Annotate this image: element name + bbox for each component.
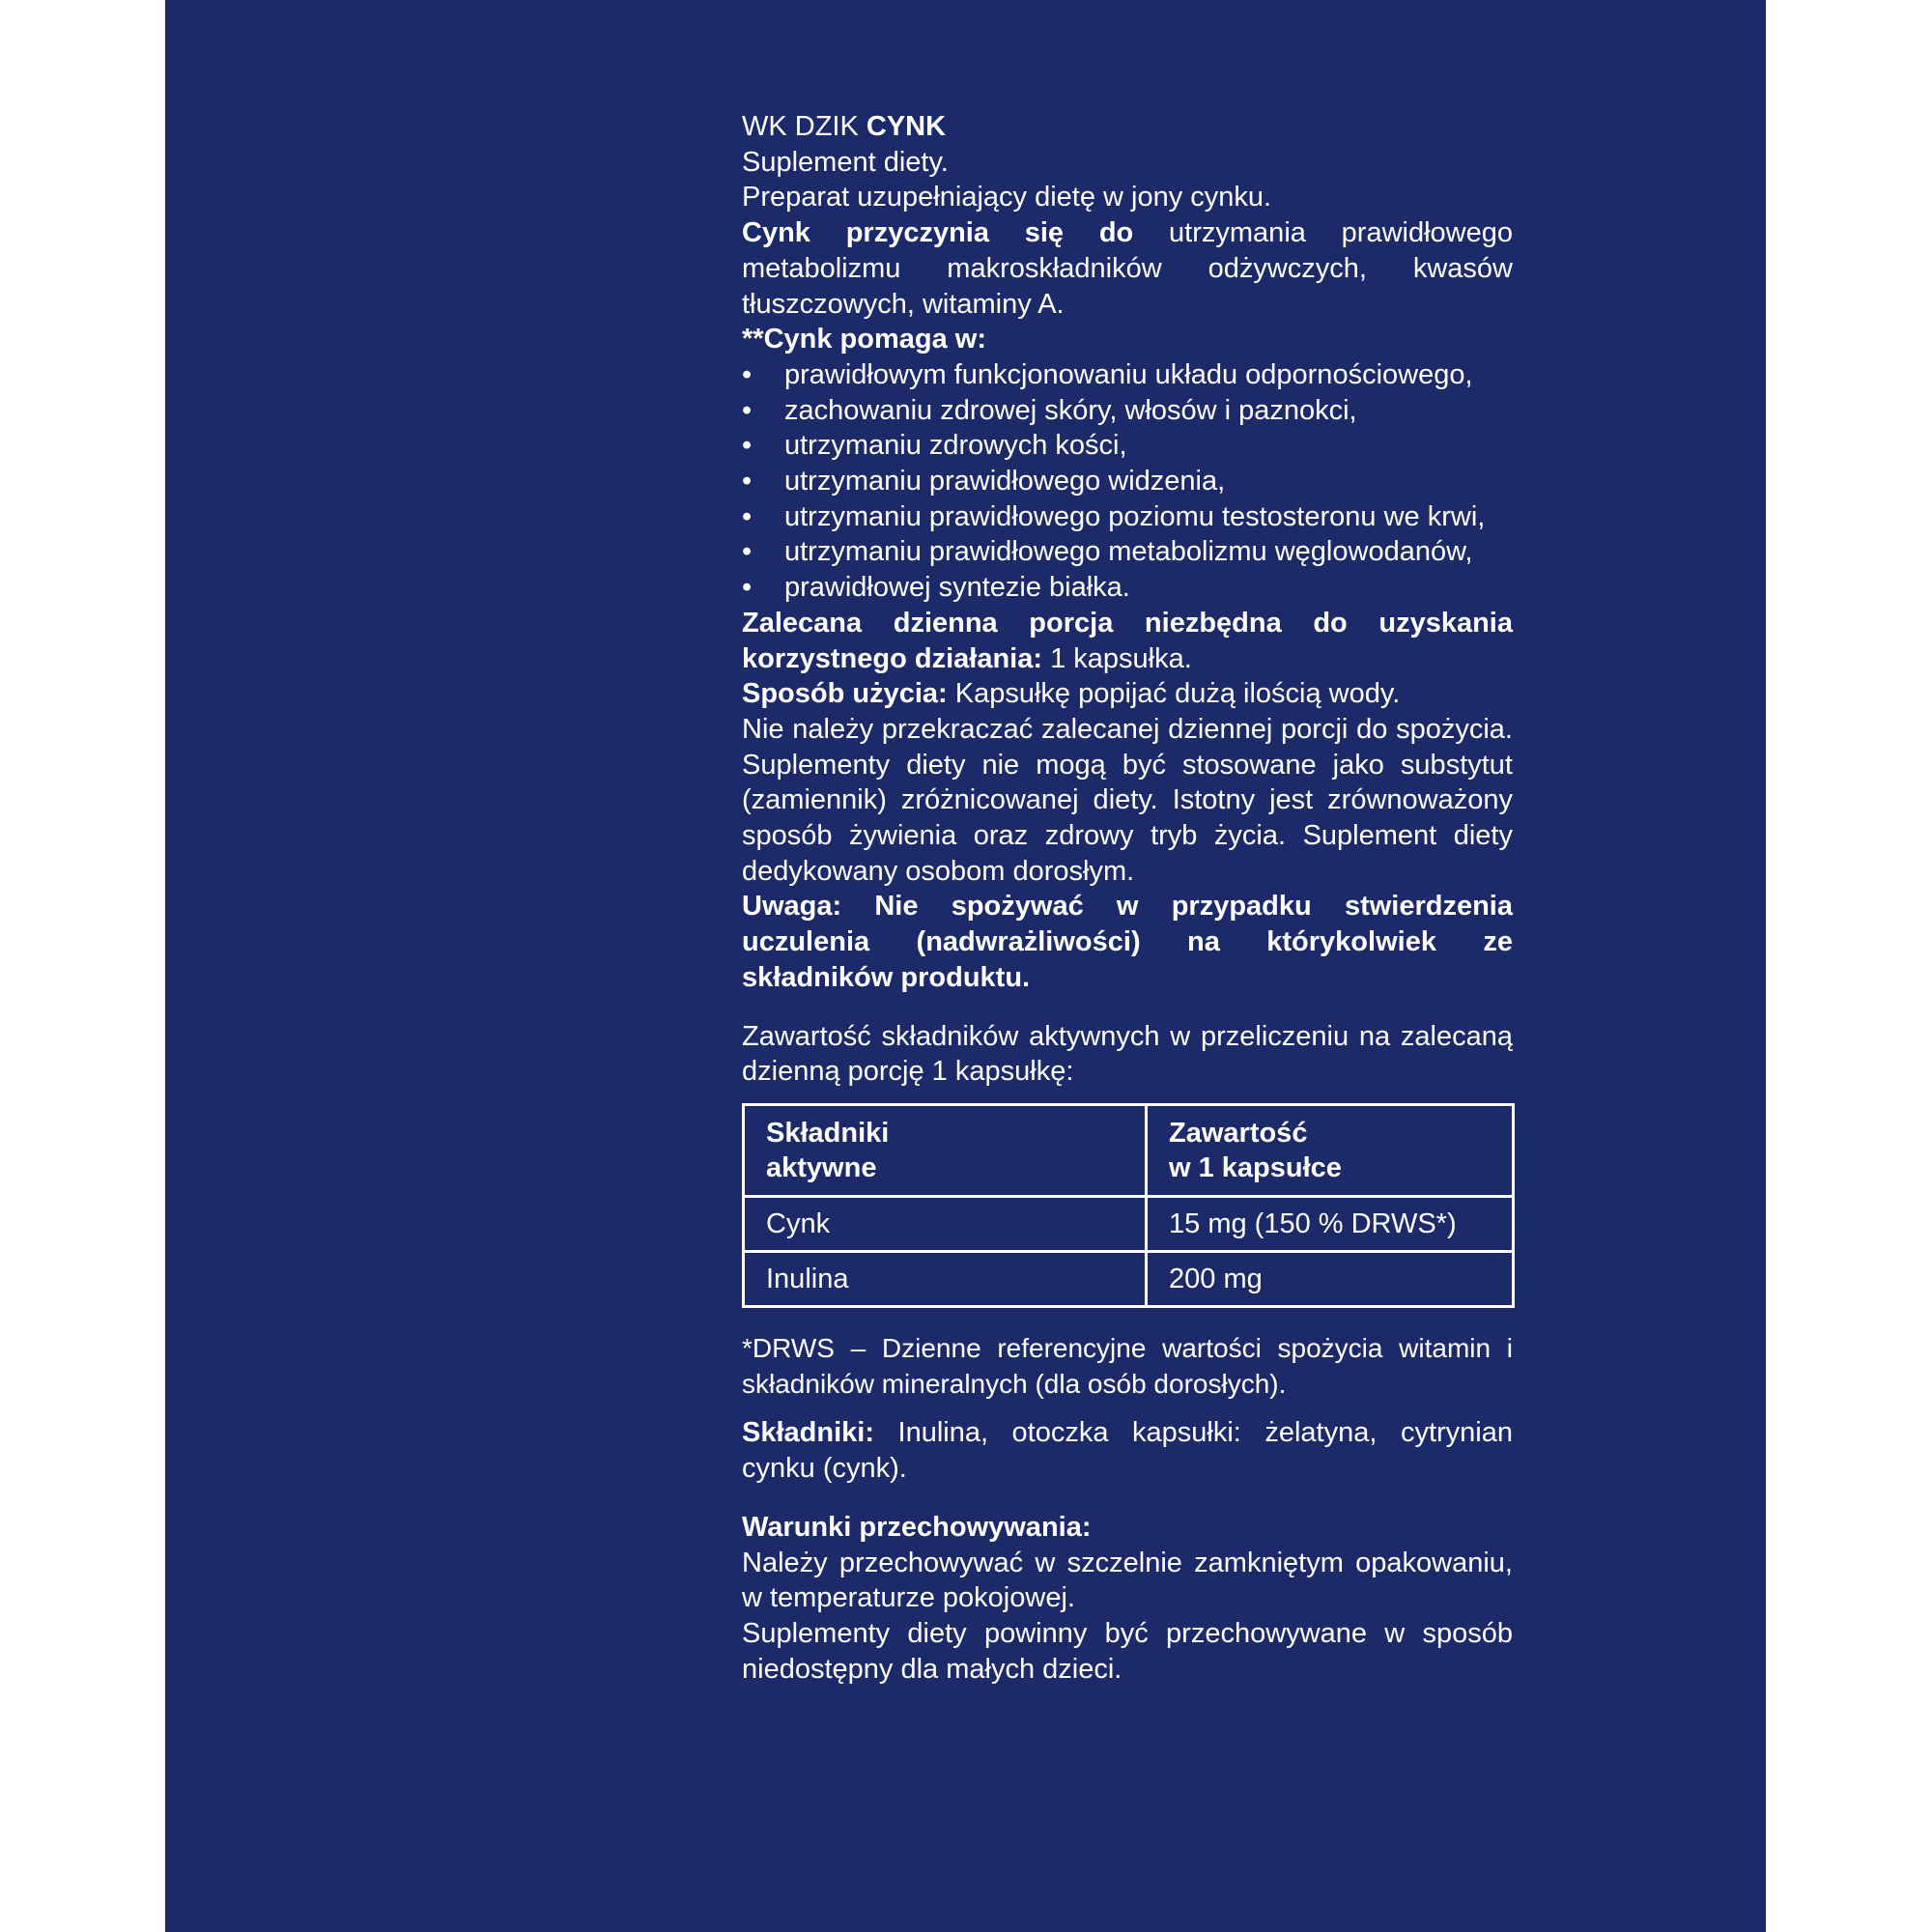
- dosage-rest: 1 kapsułka.: [1042, 642, 1192, 674]
- bullet-icon: •: [742, 394, 753, 426]
- dosage-bold: Zalecana dzienna porcja niezbędna do uzyskania korzystnego działania:: [742, 607, 1513, 674]
- health-claim: [742, 215, 1513, 322]
- usage-rest: Kapsułkę popijać dużą ilością wody.: [947, 678, 1401, 710]
- content-intro: Zawartość składników aktywnych w przeliczeniu na zalecaną dzienną porcję 1 kapsułkę:: [742, 1020, 1513, 1088]
- table-row: [744, 1251, 1514, 1306]
- table-row: [744, 1196, 1514, 1251]
- table-cell: Inulina: [744, 1251, 1147, 1306]
- list-item-text: prawidłowej syntezie białka.: [784, 572, 1130, 604]
- header-text: w 1 kapsułce: [1169, 1151, 1342, 1183]
- list-item: [742, 357, 1513, 393]
- health-claim-rest: utrzymania prawidłowego metabolizmu makroskładników odżywczych, kwasów tłuszczowych, witaminy A.: [742, 217, 1513, 320]
- ingredients-table: [742, 1103, 1515, 1308]
- bullet-icon: •: [742, 536, 753, 568]
- label-panel: [165, 0, 1766, 1932]
- benefits-list: [742, 357, 1513, 606]
- list-item: [742, 570, 1513, 606]
- list-item-text: utrzymaniu prawidłowego poziomu testosteronu we krwi,: [784, 500, 1486, 532]
- usage-bold: Sposób użycia:: [742, 678, 948, 710]
- list-item: [742, 534, 1513, 570]
- list-item-text: prawidłowym funkcjonowaniu układu odpornościowego,: [784, 358, 1473, 390]
- list-item-text: utrzymaniu zdrowych kości,: [784, 430, 1127, 462]
- bullet-icon: •: [742, 572, 753, 604]
- spacer: [742, 1487, 1513, 1510]
- storage-heading: Warunki przechowywania:: [742, 1511, 1092, 1543]
- list-item: [742, 499, 1513, 535]
- header-text: aktywne: [766, 1151, 877, 1183]
- bullet-icon: •: [742, 466, 753, 497]
- table-cell: 200 mg: [1147, 1251, 1514, 1306]
- storage-line-1: Należy przechowywać w szczelnie zamkniętym opakowaniu, w temperaturze pokojowej.: [742, 1547, 1513, 1614]
- usage-text: [742, 676, 1513, 712]
- spacer: [742, 1402, 1513, 1415]
- table-header-cell: [1147, 1104, 1514, 1196]
- footnote: *DRWS – Dzienne referencyjne wartości spożycia witamin i składników mineralnych (dla osób dorosłych).: [742, 1332, 1513, 1399]
- caution-text: Uwaga: Nie spożywać w przypadku stwierdzenia uczulenia (nadwrażliwości) na którykolwiek ze składników produktu.: [742, 891, 1513, 993]
- table-cell: Cynk: [744, 1196, 1147, 1251]
- health-claim-bold: Cynk przyczynia się do: [742, 217, 1134, 249]
- list-item: [742, 428, 1513, 464]
- product-title-prefix: WK DZIK: [742, 111, 867, 142]
- bullet-icon: •: [742, 430, 753, 462]
- list-item: [742, 464, 1513, 499]
- table-header-row: [744, 1104, 1514, 1196]
- list-item-text: utrzymaniu prawidłowego widzenia,: [784, 466, 1226, 497]
- spacer: [742, 1308, 1513, 1331]
- header-text: Składniki: [766, 1117, 890, 1149]
- spacer: [742, 996, 1513, 1019]
- label-text-block: [742, 109, 1513, 1687]
- product-title: [742, 109, 1513, 145]
- bullet-icon: •: [742, 358, 753, 390]
- product-subtitle: Suplement diety.: [742, 146, 949, 178]
- dosage-text: [742, 606, 1513, 676]
- list-item: [742, 393, 1513, 429]
- list-item-text: utrzymaniu prawidłowego metabolizmu węglowodanów,: [784, 536, 1473, 568]
- ingredients-rest: Inulina, otoczka kapsułki: żelatyna, cytrynian cynku (cynk).: [742, 1417, 1513, 1485]
- product-title-bold: CYNK: [866, 111, 947, 142]
- table-cell: 15 mg (150 % DRWS*): [1147, 1196, 1514, 1251]
- header-text: Zawartość: [1169, 1117, 1308, 1149]
- storage-line-2: Suplementy diety powinny być przechowywane w sposób niedostępny dla małych dzieci.: [742, 1617, 1513, 1685]
- list-item-text: zachowaniu zdrowej skóry, włosów i paznokci,: [784, 394, 1357, 426]
- warning-text: Nie należy przekraczać zalecanej dziennej porcji do spożycia. Suplementy diety nie mogą być stosowane jako substytut (zamiennik) zróżnicowanej diety. Istotny jest zrównoważony sposób żywienia oraz zdrowy tryb życia. Suplement diety dedykowany osobom dorosłym.: [742, 713, 1513, 887]
- table-header-cell: [744, 1104, 1147, 1196]
- benefits-heading: **Cynk pomaga w:: [742, 324, 986, 355]
- product-description: Preparat uzupełniający dietę w jony cynku.: [742, 182, 1272, 213]
- ingredients-text: [742, 1415, 1513, 1486]
- bullet-icon: •: [742, 500, 753, 532]
- ingredients-bold: Składniki:: [742, 1417, 874, 1449]
